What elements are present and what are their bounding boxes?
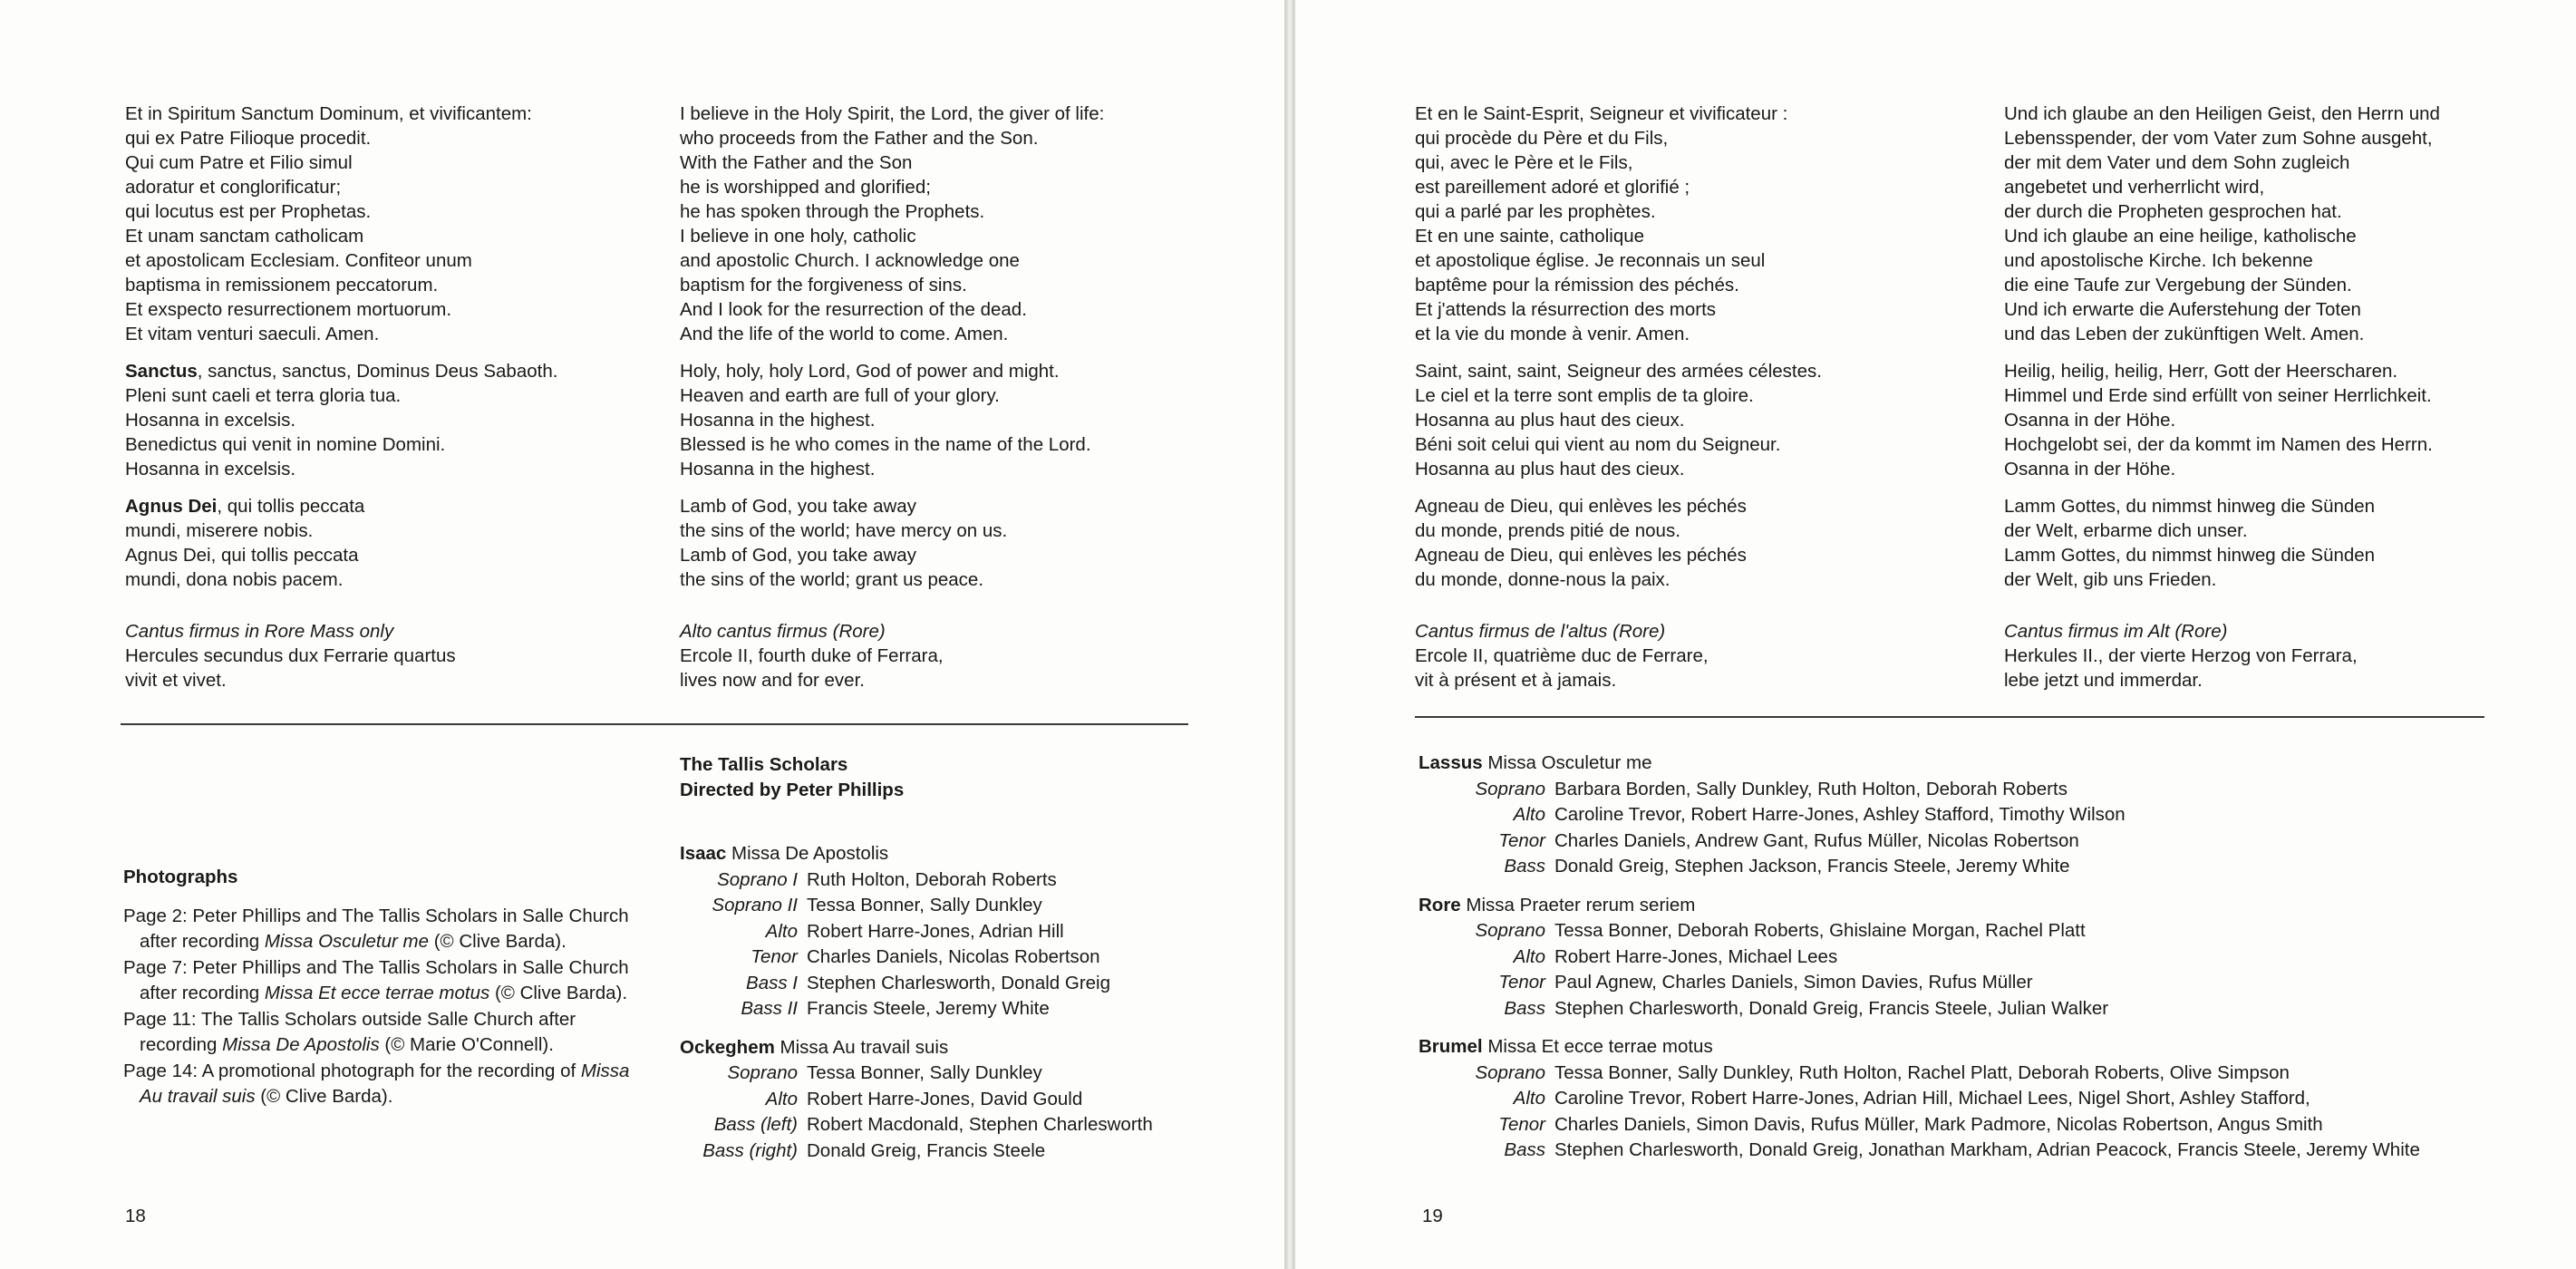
- text-line: qui locutus est per Prophetas.: [125, 201, 372, 222]
- text-line: et apostolicam Ecclesiam. Confiteor unum: [125, 250, 472, 271]
- text-line: du monde, donne-nous la paix.: [1415, 569, 1671, 590]
- mass-title: Missa Au travail suis: [774, 1036, 949, 1058]
- singer-names: Stephen Charlesworth, Donald Greig, Jonathan Markham, Adrian Peacock, Francis Steele, Jeremy White: [1554, 1139, 2420, 1160]
- text-line: du monde, prends pitié de nous.: [1415, 520, 1680, 541]
- text-line: mundi, dona nobis pacem.: [125, 569, 344, 590]
- right-page: [1294, 0, 2576, 1269]
- voice-part: Alto: [1513, 945, 1545, 967]
- voice-row: [1419, 970, 2420, 996]
- english-credo: [680, 102, 1260, 346]
- french-sanctus: [1415, 359, 1959, 481]
- voice-part: Bass: [1504, 997, 1545, 1019]
- text-line: der mit dem Vater und dem Sohn zugleich: [2004, 152, 2350, 173]
- text-line: Lebensspender, der vom Vater zum Sohne ausgeht,: [2004, 128, 2433, 149]
- voice-part: Soprano II: [712, 895, 798, 915]
- composer-name: Rore: [1419, 894, 1461, 915]
- text-line: Le ciel et la terre sont emplis de ta gloire.: [1415, 385, 1754, 406]
- mass-heading: [1419, 1034, 2420, 1061]
- text-line: baptism for the forgiveness of sins.: [680, 275, 967, 295]
- text-line: Pleni sunt caeli et terra gloria tua.: [125, 385, 402, 406]
- text-line: and apostolic Church. I acknowledge one: [680, 250, 1020, 271]
- voice-part: Bass: [1504, 856, 1545, 877]
- text-line: Hosanna au plus haut des cieux.: [1415, 459, 1685, 480]
- text-line: Himmel und Erde sind erfüllt von seiner Herrlichkeit.: [2004, 385, 2432, 406]
- voice-row: [1419, 828, 2420, 855]
- composer-name: Brumel: [1419, 1036, 1483, 1057]
- german-credo: [2004, 102, 2548, 346]
- text-line: Und ich glaube an eine heilige, katholische: [2004, 226, 2357, 247]
- english-text-column: [680, 102, 1260, 705]
- french-text-column: [1415, 102, 1959, 705]
- photo-credit-post: (© Clive Barda).: [255, 1086, 393, 1107]
- singer-names: Paul Agnew, Charles Daniels, Simon Davies, Rufus Müller: [1554, 972, 2033, 993]
- text-line: Qui cum Patre et Filio simul: [125, 152, 353, 173]
- composer-name: Ockeghem: [680, 1036, 775, 1058]
- text-line: And I look for the resurrection of the dead.: [680, 299, 1027, 320]
- text-line: qui ex Patre Filioque procedit.: [125, 128, 372, 149]
- singer-names: Caroline Trevor, Robert Harre-Jones, Adrian Hill, Michael Lees, Nigel Short, Ashley Stafford,: [1554, 1088, 2310, 1109]
- text-line: Lamm Gottes, du nimmst hinweg die Sünden: [2004, 496, 2376, 517]
- voice-row: [680, 1138, 1153, 1165]
- mass-title: Missa De Apostolis: [726, 843, 889, 864]
- text-line: der Welt, gib uns Frieden.: [2004, 569, 2217, 590]
- voice-part: Soprano: [1475, 778, 1545, 799]
- text-line: et apostolique église. Je reconnais un seul: [1415, 250, 1766, 271]
- voice-row: [1419, 1086, 2420, 1112]
- english-cantus-title: Alto cantus firmus (Rore): [680, 621, 886, 642]
- voice-row: [1419, 1112, 2420, 1138]
- singer-names: Stephen Charlesworth, Donald Greig, Francis Steele, Julian Walker: [1554, 997, 2109, 1019]
- voice-part: Tenor: [1498, 972, 1545, 993]
- mass-title: Missa Et ecce terrae motus: [1482, 1036, 1713, 1057]
- voice-part: Alto: [765, 1088, 798, 1109]
- page-number-left: 18: [125, 1206, 146, 1226]
- mass-heading: [1419, 893, 2420, 919]
- text-line: Hochgelobt sei, der da kommt im Namen des Herrn.: [2004, 434, 2433, 455]
- text-line: the sins of the world; grant us peace.: [680, 569, 984, 590]
- composer-name: Isaac: [680, 843, 727, 864]
- text-line: der Welt, erbarme dich unser.: [2004, 520, 2248, 541]
- singer-names: Charles Daniels, Andrew Gant, Rufus Müller, Nicolas Robertson: [1554, 829, 2079, 851]
- singer-names: Robert Harre-Jones, Michael Lees: [1554, 945, 1838, 967]
- text-line: lives now and for ever.: [680, 670, 865, 691]
- french-cantus-title: Cantus firmus de l'altus (Rore): [1415, 621, 1666, 642]
- german-text-column: [2004, 102, 2548, 705]
- singer-names: Caroline Trevor, Robert Harre-Jones, Ashley Stafford, Timothy Wilson: [1554, 804, 2126, 825]
- text-line: baptême pour la rémission des péchés.: [1415, 275, 1739, 295]
- voice-part: Bass: [1504, 1139, 1545, 1160]
- photo-credit-post: (© Clive Barda).: [429, 931, 567, 952]
- voice-part: Soprano: [1475, 1061, 1545, 1083]
- voice-row: [1419, 802, 2420, 828]
- singer-names: Charles Daniels, Nicolas Robertson: [807, 946, 1100, 967]
- singer-names: Charles Daniels, Simon Davis, Rufus Müller, Mark Padmore, Nicolas Robertson, Angus Smith: [1554, 1113, 2323, 1135]
- voice-row: [680, 919, 1153, 945]
- text-line: der durch die Propheten gesprochen hat.: [2004, 201, 2342, 222]
- singer-names: Stephen Charlesworth, Donald Greig: [807, 972, 1111, 993]
- singer-names: Robert Harre-Jones, Adrian Hill: [807, 920, 1064, 942]
- text-line: Hosanna in the highest.: [680, 459, 876, 480]
- text-line: et la vie du monde à venir. Amen.: [1415, 324, 1690, 344]
- latin-credo: [125, 102, 633, 346]
- voice-row: [1419, 854, 2420, 880]
- voice-row: [680, 893, 1153, 919]
- left-page: [0, 0, 1285, 1269]
- photo-credit-entry: [123, 1059, 631, 1110]
- ensemble-director: Directed by Peter Phillips: [680, 780, 905, 800]
- voice-part: Alto: [1513, 804, 1545, 825]
- mass-heading: [680, 1035, 1153, 1061]
- photo-credit-pre: Page 2: Peter Phillips and The Tallis Scholars in Salle Church after recording: [123, 905, 629, 952]
- text-line: Et exspecto resurrectionem mortuorum.: [125, 299, 452, 320]
- text-line: und das Leben der zukünftigen Welt. Amen.: [2004, 324, 2365, 344]
- text-line: Osanna in der Höhe.: [2004, 410, 2176, 431]
- latin-sanctus: [125, 359, 633, 481]
- text-line: who proceeds from the Father and the Son.: [680, 128, 1039, 149]
- german-sanctus: [2004, 359, 2548, 481]
- latin-agnus-first-line: [125, 494, 633, 518]
- text-line: Hosanna in the highest.: [680, 410, 876, 431]
- text-line: the sins of the world; have mercy on us.: [680, 520, 1008, 541]
- latin-text-column: [125, 102, 633, 705]
- voice-part: Bass I: [746, 972, 798, 993]
- text-line: qui a parlé par les prophètes.: [1415, 201, 1656, 222]
- latin-cantus-lines: [125, 644, 633, 693]
- text-line: Lamb of God, you take away: [680, 545, 916, 566]
- voice-row: [1419, 918, 2420, 944]
- text-line: Agneau de Dieu, qui enlèves les péchés: [1415, 496, 1747, 517]
- text-line: mundi, miserere nobis.: [125, 520, 314, 541]
- voice-row: [680, 996, 1153, 1022]
- photo-credits-list: [123, 904, 631, 1110]
- text-line: qui, avec le Père et le Fils,: [1415, 152, 1633, 173]
- section-divider: [121, 723, 1188, 725]
- singer-names: Tessa Bonner, Deborah Roberts, Ghislaine Morgan, Rachel Platt: [1554, 920, 2086, 941]
- text-line: und apostolische Kirche. Ich bekenne: [2004, 250, 2313, 271]
- composer-name: Lassus: [1419, 752, 1483, 773]
- french-cantus-lines: [1415, 644, 1959, 693]
- voice-part: Tenor: [1498, 1113, 1545, 1135]
- text-line: And the life of the world to come. Amen.: [680, 324, 1009, 344]
- page-number-right: 19: [1422, 1206, 1443, 1226]
- voice-part: Soprano I: [717, 868, 798, 890]
- text-line: With the Father and the Son: [680, 152, 913, 173]
- singer-names: Donald Greig, Francis Steele: [807, 1139, 1046, 1161]
- text-line: Und ich glaube an den Heiligen Geist, den Herrn und: [2004, 103, 2440, 124]
- photo-credit-pre: Page 7: Peter Phillips and The Tallis Scholars in Salle Church after recording: [123, 956, 629, 1003]
- text-line: Lamm Gottes, du nimmst hinweg die Sünden: [2004, 545, 2376, 566]
- photo-credit-ital: Missa De Apostolis: [222, 1034, 380, 1055]
- singer-names: Robert Harre-Jones, David Gould: [807, 1088, 1083, 1109]
- sanctus-label: Sanctus: [125, 361, 198, 382]
- photo-credit-post: (© Clive Barda).: [489, 983, 628, 1003]
- german-cantus-lines: [2004, 644, 2548, 693]
- text-line: Heaven and earth are full of your glory.: [680, 385, 1000, 406]
- book-gutter: [1285, 0, 1294, 1269]
- photo-credit-entry: [123, 955, 631, 1007]
- english-cantus: [680, 619, 1260, 693]
- voice-part: Soprano: [727, 1062, 798, 1083]
- text-line: Herkules II., der vierte Herzog von Ferrara,: [2004, 645, 2358, 666]
- voice-row: [1419, 1138, 2420, 1164]
- french-cantus: [1415, 619, 1959, 693]
- mass-heading: [680, 841, 1153, 867]
- latin-sanctus-first-line: [125, 359, 633, 383]
- voice-row: [680, 867, 1153, 894]
- text-line: angebetet und verherrlicht wird,: [2004, 177, 2265, 198]
- photo-credit-ital: Missa Au travail suis: [140, 1060, 630, 1107]
- text-line: Und ich erwarte die Auferstehung der Toten: [2004, 299, 2361, 320]
- latin-sanctus-lines: [125, 383, 633, 481]
- voice-row: [680, 944, 1153, 971]
- text-line: I believe in the Holy Spirit, the Lord, the giver of life:: [680, 103, 1105, 124]
- text-line: Agnus Dei, qui tollis peccata: [125, 545, 359, 566]
- text-line: Ercole II, quatrième duc de Ferrare,: [1415, 645, 1709, 666]
- text-line: Benedictus qui venit in nomine Domini.: [125, 434, 446, 455]
- text-line: Heilig, heilig, heilig, Herr, Gott der Heerscharen.: [2004, 361, 2398, 382]
- mass-title: Missa Praeter rerum seriem: [1460, 894, 1696, 915]
- voice-row: [680, 971, 1153, 997]
- voice-part: Bass (left): [713, 1114, 798, 1135]
- photo-credit-post: (© Marie O'Connell).: [379, 1034, 554, 1055]
- photo-credit-entry: [123, 1007, 631, 1059]
- voice-row: [1419, 996, 2420, 1022]
- latin-cantus-title: Cantus firmus in Rore Mass only: [125, 621, 394, 642]
- credits-left: [680, 841, 1153, 1164]
- credits-right: [1419, 751, 2420, 1164]
- singer-names: Barbara Borden, Sally Dunkley, Ruth Holton, Deborah Roberts: [1554, 778, 2068, 799]
- text-line: I believe in one holy, catholic: [680, 226, 916, 247]
- mass-heading: [1419, 751, 2420, 777]
- photo-credit-entry: [123, 904, 631, 955]
- french-credo: [1415, 102, 1959, 346]
- text-line: Lamb of God, you take away: [680, 496, 916, 517]
- text-line: Hosanna in excelsis.: [125, 410, 296, 431]
- english-cantus-lines: [680, 644, 1260, 693]
- voice-row: [680, 1087, 1153, 1113]
- text-line: Osanna in der Höhe.: [2004, 459, 2176, 480]
- mass-title: Missa Osculetur me: [1482, 752, 1652, 773]
- text-line: lebe jetzt und immerdar.: [2004, 670, 2203, 691]
- text-line: est pareillement adoré et glorifié ;: [1415, 177, 1690, 198]
- voice-row: [1419, 777, 2420, 803]
- latin-cantus: [125, 619, 633, 693]
- singer-names: Tessa Bonner, Sally Dunkley, Ruth Holton, Rachel Platt, Deborah Roberts, Olive Simpson: [1554, 1061, 2290, 1083]
- photo-credit-pre: Page 11: The Tallis Scholars outside Salle Church after recording: [123, 1008, 576, 1055]
- english-agnus: [680, 494, 1260, 592]
- text-line: Hosanna in excelsis.: [125, 459, 296, 480]
- singer-names: Tessa Bonner, Sally Dunkley: [807, 895, 1042, 915]
- singer-names: Donald Greig, Stephen Jackson, Francis Steele, Jeremy White: [1554, 856, 2070, 877]
- singer-names: Robert Macdonald, Stephen Charlesworth: [807, 1114, 1153, 1135]
- voice-row: [680, 1061, 1153, 1087]
- voice-row: [1419, 944, 2420, 971]
- text-line: Hosanna au plus haut des cieux.: [1415, 410, 1685, 431]
- photographs-title: Photographs: [123, 867, 238, 887]
- english-sanctus: [680, 359, 1260, 481]
- voice-part: Soprano: [1475, 920, 1545, 941]
- text-line: Blessed is he who comes in the name of the Lord.: [680, 434, 1091, 455]
- voice-part: Alto: [765, 920, 798, 942]
- voice-row: [680, 1112, 1153, 1138]
- text-line: Ercole II, fourth duke of Ferrara,: [680, 645, 944, 666]
- voice-part: Tenor: [751, 946, 798, 967]
- text-line: baptisma in remissionem peccatorum.: [125, 275, 439, 295]
- photo-credit-pre: Page 14: A promotional photograph for the recording of: [123, 1060, 581, 1081]
- voice-part: Alto: [1513, 1088, 1545, 1109]
- text-line: qui procède du Père et du Fils,: [1415, 128, 1669, 149]
- text-line: Agneau de Dieu, qui enlèves les péchés: [1415, 545, 1747, 566]
- german-agnus: [2004, 494, 2548, 592]
- text-line: Et unam sanctam catholicam: [125, 226, 364, 247]
- agnus-first-rest: , qui tollis peccata: [217, 496, 365, 517]
- section-divider: [1415, 716, 2484, 718]
- german-cantus: [2004, 619, 2548, 693]
- voice-part: Tenor: [1498, 829, 1545, 851]
- singer-names: Francis Steele, Jeremy White: [807, 998, 1050, 1019]
- photo-credit-ital: Missa Et ecce terrae motus: [264, 983, 490, 1003]
- voice-part: Bass II: [741, 998, 798, 1019]
- text-line: Et in Spiritum Sanctum Dominum, et vivificantem:: [125, 103, 532, 124]
- singer-names: Tessa Bonner, Sally Dunkley: [807, 1062, 1042, 1083]
- text-line: he is worshipped and glorified;: [680, 177, 931, 198]
- german-cantus-title: Cantus firmus im Alt (Rore): [2004, 621, 2228, 642]
- photo-credit-ital: Missa Osculetur me: [264, 931, 430, 952]
- text-line: Béni soit celui qui vient au nom du Seigneur.: [1415, 434, 1781, 455]
- text-line: vivit et vivet.: [125, 670, 227, 691]
- text-line: Et vitam venturi saeculi. Amen.: [125, 324, 380, 344]
- sanctus-first-rest: , sanctus, sanctus, Dominus Deus Sabaoth.: [197, 361, 558, 382]
- text-line: die eine Taufe zur Vergebung der Sünden.: [2004, 275, 2352, 295]
- text-line: he has spoken through the Prophets.: [680, 201, 985, 222]
- text-line: vit à présent et à jamais.: [1415, 670, 1617, 691]
- singer-names: Ruth Holton, Deborah Roberts: [807, 868, 1057, 890]
- photographs-section: [123, 865, 631, 1110]
- text-line: Et en une sainte, catholique: [1415, 226, 1645, 247]
- latin-agnus: [125, 494, 633, 592]
- voice-part: Bass (right): [702, 1139, 798, 1161]
- text-line: Hercules secundus dux Ferrarie quartus: [125, 645, 456, 666]
- ensemble-block: [680, 752, 904, 803]
- text-line: adoratur et conglorificatur;: [125, 177, 342, 198]
- agnus-label: Agnus Dei: [125, 496, 218, 517]
- text-line: Holy, holy, holy Lord, God of power and might.: [680, 361, 1060, 382]
- voice-row: [1419, 1061, 2420, 1087]
- ensemble-name: The Tallis Scholars: [680, 754, 848, 775]
- text-line: Saint, saint, saint, Seigneur des armées célestes.: [1415, 361, 1822, 382]
- text-line: Et en le Saint-Esprit, Seigneur et vivificateur :: [1415, 103, 1788, 124]
- text-line: Et j'attends la résurrection des morts: [1415, 299, 1717, 320]
- french-agnus: [1415, 494, 1959, 592]
- latin-agnus-lines: [125, 518, 633, 592]
